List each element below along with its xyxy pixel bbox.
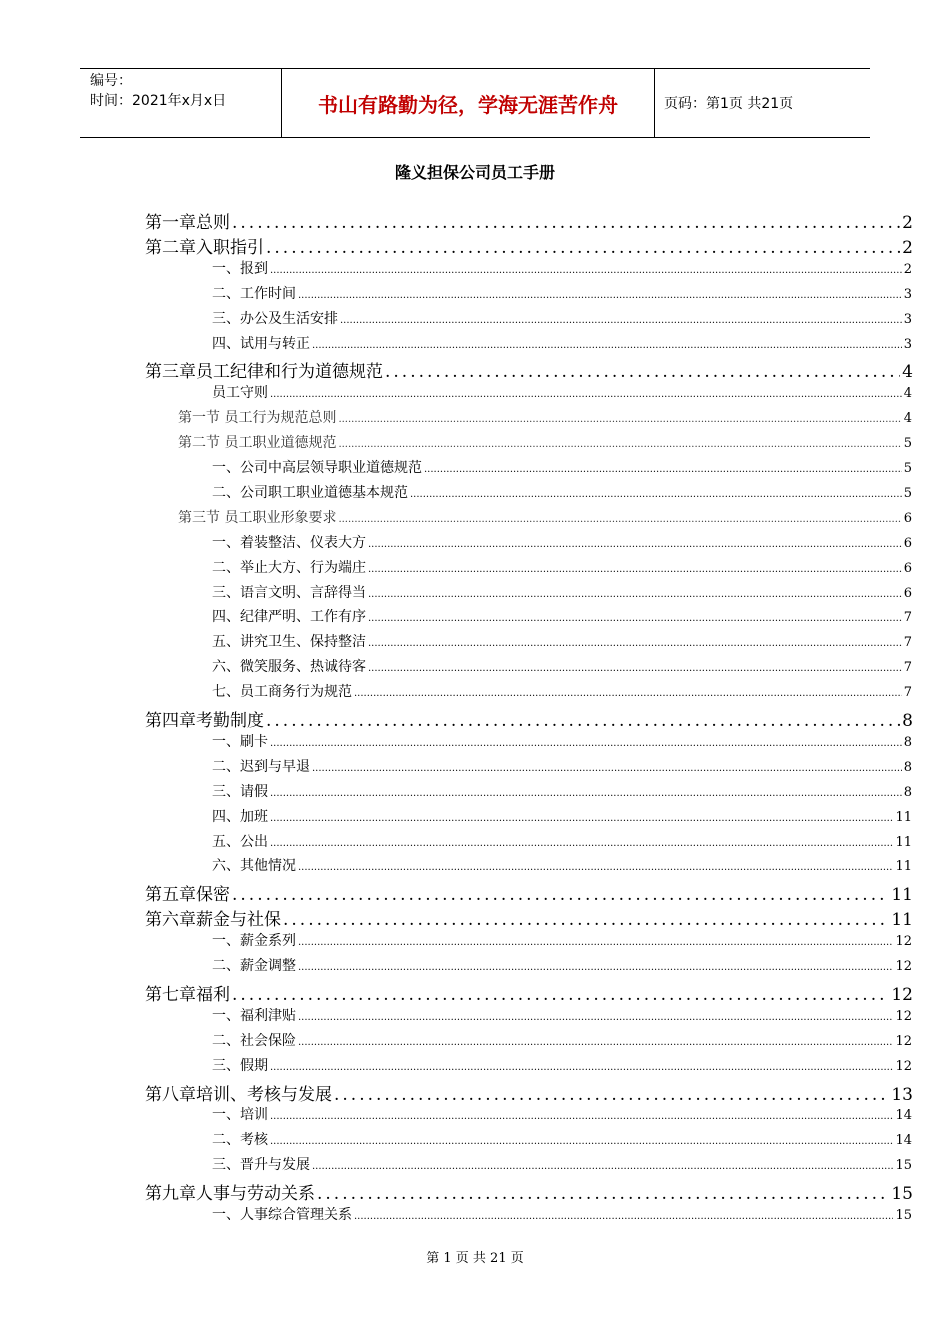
- toc-leader-dots: [368, 539, 902, 550]
- toc-page-number: 8: [903, 759, 912, 775]
- toc-page-number: 13: [891, 1084, 913, 1105]
- toc-entry[interactable]: [212, 656, 912, 681]
- toc-leader-dots: [368, 589, 902, 600]
- toc-entry-label: 培训、考核与发展: [196, 1084, 332, 1105]
- toc-leader-dots: [368, 638, 902, 649]
- toc-entry[interactable]: [145, 208, 913, 233]
- header-left-cell: [90, 71, 280, 111]
- toc-page-number: 4: [903, 411, 912, 427]
- toc-leader-dots: [368, 564, 902, 575]
- toc-page-number: 5: [903, 461, 912, 476]
- toc-leader-dots: [270, 738, 902, 749]
- toc-entry[interactable]: [212, 1055, 912, 1080]
- toc-entry-label: 三、办公及生活安排: [212, 310, 338, 327]
- toc-page-number: 12: [895, 1058, 912, 1074]
- toc-entry-label: 三、晋升与发展: [212, 1157, 310, 1174]
- toc-entry[interactable]: [212, 606, 912, 631]
- toc-entry-label: 福利: [196, 984, 230, 1005]
- toc-entry[interactable]: [212, 731, 912, 756]
- toc-page-number: 11: [891, 910, 913, 931]
- toc-chapter-number: 第二章: [145, 237, 196, 258]
- toc-page-number: 8: [903, 784, 912, 800]
- toc-leader-dots: [298, 962, 893, 973]
- toc-entry[interactable]: [212, 930, 912, 955]
- toc-page-number: 7: [903, 660, 912, 676]
- toc-entry-label: 五、公出: [212, 833, 268, 850]
- toc-page-number: 11: [895, 859, 912, 875]
- toc-entry[interactable]: [212, 955, 912, 980]
- toc-entry-label: 二、薪金调整: [212, 958, 296, 974]
- toc-entry[interactable]: [145, 1080, 913, 1105]
- toc-leader-dots: [340, 315, 902, 326]
- toc-entry[interactable]: [212, 855, 912, 880]
- toc-entry-label: 保密: [196, 885, 230, 906]
- toc-leader-dots: [266, 238, 900, 258]
- toc-entry[interactable]: [212, 582, 912, 607]
- toc-page-number: 12: [895, 934, 912, 950]
- toc-entry[interactable]: [212, 1005, 912, 1030]
- time-label: 时间：2021年x月x日: [90, 93, 227, 109]
- toc-page-number: 7: [903, 635, 912, 651]
- toc-entry-label: 一、薪金系列: [212, 933, 296, 950]
- toc-page-number: 2: [902, 213, 913, 233]
- page-footer: 第 1 页 共 21 页: [426, 1251, 524, 1266]
- toc-entry-label: 三、语言文明、言辞得当: [212, 584, 366, 601]
- toc-entry[interactable]: [212, 482, 912, 507]
- toc-entry-label: 第三节 员工职业形象要求: [178, 509, 337, 526]
- toc-entry-label: 一、培训: [212, 1107, 268, 1124]
- toc-entry-label: 六、其他情况: [212, 858, 296, 875]
- toc-leader-dots: [368, 613, 902, 624]
- toc-entry[interactable]: [212, 806, 912, 831]
- toc-chapter-number: 第五章: [145, 885, 196, 906]
- toc-entry-label: 员工守则: [212, 385, 268, 402]
- toc-chapter-number: 第八章: [145, 1084, 196, 1105]
- toc-entry-label: 人事与劳动关系: [196, 1184, 315, 1205]
- toc-chapter-number: 第四章: [145, 711, 196, 731]
- toc-page-number: 11: [895, 809, 912, 825]
- toc-entry[interactable]: [212, 457, 912, 482]
- toc-page-number: 6: [903, 560, 912, 576]
- toc-page-number: 4: [903, 386, 912, 402]
- toc-leader-dots: [312, 340, 902, 351]
- toc-entry[interactable]: [212, 308, 912, 333]
- toc-leader-dots: [266, 711, 900, 731]
- toc-entry-label: 薪金与社保: [196, 910, 281, 931]
- toc-leader-dots: [270, 813, 893, 824]
- toc-entry-label: 二、工作时间: [212, 285, 296, 302]
- toc-leader-dots: [232, 985, 889, 1005]
- toc-leader-dots: [354, 1211, 893, 1222]
- toc-entry-label: 一、公司中高层领导职业道德规范: [212, 460, 422, 476]
- toc-page-number: 12: [895, 1008, 912, 1024]
- toc-entry[interactable]: [212, 756, 912, 781]
- toc-entry-label: 总则: [196, 213, 230, 233]
- toc-page-number: 11: [891, 885, 913, 906]
- toc-entry-label: 二、公司职工职业道德基本规范: [212, 484, 408, 501]
- toc-page-number: 11: [895, 834, 912, 850]
- toc-entry-label: 入职指引: [196, 237, 264, 258]
- toc-entry-label: 一、刷卡: [212, 733, 268, 750]
- toc-entry[interactable]: [145, 233, 913, 258]
- toc-entry-label: 一、报到: [212, 260, 268, 277]
- toc-entry[interactable]: [178, 432, 912, 457]
- toc-leader-dots: [270, 838, 893, 849]
- toc-entry[interactable]: [145, 706, 913, 731]
- toc-page-number: 3: [903, 286, 912, 302]
- toc-chapter-number: 第三章: [145, 362, 196, 383]
- toc-entry-label: 四、试用与转正: [212, 335, 310, 352]
- toc-entry[interactable]: [212, 1204, 912, 1229]
- toc-leader-dots: [232, 213, 900, 233]
- toc-leader-dots: [312, 1161, 893, 1172]
- toc-leader-dots: [298, 290, 902, 301]
- toc-entry-label: 四、纪律严明、工作有序: [212, 609, 366, 626]
- toc-chapter-number: 第一章: [145, 213, 196, 233]
- toc-entry[interactable]: [212, 1104, 912, 1129]
- toc-chapter-number: 第九章: [145, 1184, 196, 1205]
- toc-leader-dots: [317, 1184, 889, 1204]
- toc-entry-label: 第二节 员工职业道德规范: [178, 435, 337, 452]
- toc-page-number: 14: [895, 1133, 912, 1149]
- toc-entry-label: 员工纪律和行为道德规范: [196, 362, 383, 383]
- toc-entry[interactable]: [145, 1179, 913, 1204]
- toc-entry[interactable]: [212, 681, 912, 706]
- toc-leader-dots: [385, 362, 900, 382]
- toc-page-number: 12: [895, 959, 912, 974]
- toc-entry-label: 二、考核: [212, 1132, 268, 1149]
- toc-leader-dots: [270, 265, 902, 276]
- toc-leader-dots: [298, 1012, 893, 1023]
- toc-page-number: 5: [903, 485, 912, 501]
- toc-entry[interactable]: [212, 1154, 912, 1179]
- toc-page-number: 7: [903, 610, 912, 626]
- toc-page-number: 15: [891, 1184, 913, 1205]
- toc-entry-label: 二、举止大方、行为端庄: [212, 559, 366, 576]
- toc-entry[interactable]: [145, 880, 913, 905]
- toc-entry-label: 一、着装整洁、仪表大方: [212, 534, 366, 551]
- toc-entry[interactable]: [212, 631, 912, 656]
- toc-entry[interactable]: [178, 407, 912, 432]
- toc-leader-dots: [298, 937, 893, 948]
- toc-entry[interactable]: [212, 382, 912, 407]
- toc-page-number: 6: [903, 585, 912, 601]
- toc-page-number: 3: [903, 311, 912, 327]
- toc-entry[interactable]: [212, 283, 912, 308]
- toc-leader-dots: [338, 439, 901, 450]
- toc-entry[interactable]: [212, 258, 912, 283]
- toc-page-number: 8: [903, 734, 912, 750]
- toc-leader-dots: [298, 1037, 893, 1048]
- toc-page-number: 8: [902, 711, 913, 731]
- toc-page-number: 15: [895, 1158, 912, 1174]
- toc-leader-dots: [334, 1085, 889, 1105]
- toc-page-number: 7: [903, 685, 912, 701]
- toc-leader-dots: [283, 910, 889, 930]
- toc-leader-dots: [338, 414, 901, 425]
- header-motto: 书山有路勤为径，学海无涯苦作舟: [318, 92, 618, 117]
- toc-entry-label: 第一节 员工行为规范总则: [178, 410, 337, 427]
- toc-entry[interactable]: [212, 557, 912, 582]
- toc-leader-dots: [338, 514, 901, 525]
- toc-page-number: 12: [891, 984, 913, 1005]
- toc-entry[interactable]: [212, 532, 912, 557]
- toc-leader-dots: [270, 1111, 893, 1122]
- toc-chapter-number: 第六章: [145, 910, 196, 931]
- header-page-info: 页码：第1页 共21页: [664, 96, 794, 112]
- toc-entry-label: 一、人事综合管理关系: [212, 1207, 352, 1223]
- toc-page-number: 4: [902, 362, 913, 383]
- toc-entry-label: 三、请假: [212, 783, 268, 800]
- toc-page-number: 6: [903, 535, 912, 551]
- toc-leader-dots: [270, 389, 902, 400]
- toc-leader-dots: [410, 489, 902, 500]
- toc-leader-dots: [270, 788, 902, 799]
- toc-entry[interactable]: [145, 980, 913, 1005]
- toc-page-number: 5: [903, 436, 912, 452]
- toc-entry-label: 一、福利津贴: [212, 1007, 296, 1024]
- header-table: [80, 68, 870, 138]
- toc-page-number: 14: [895, 1108, 912, 1124]
- number-label: 编号：: [90, 73, 132, 89]
- toc-page-number: 6: [903, 510, 912, 526]
- toc-page-number: 2: [902, 237, 913, 258]
- toc-leader-dots: [270, 1062, 893, 1073]
- document-title: 隆义担保公司员工手册: [394, 163, 555, 182]
- toc-entry-label: 四、加班: [212, 808, 268, 825]
- toc-entry-label: 二、迟到与早退: [212, 758, 310, 775]
- toc-page-number: 12: [895, 1033, 912, 1049]
- toc-page-number: 15: [895, 1208, 912, 1223]
- toc-page-number: 2: [903, 261, 912, 277]
- toc-entry[interactable]: [212, 333, 912, 358]
- header-divider: [654, 69, 655, 137]
- toc-entry-label: 五、讲究卫生、保持整洁: [212, 634, 366, 651]
- toc-leader-dots: [232, 885, 889, 905]
- toc-entry[interactable]: [212, 831, 912, 856]
- toc-entry-label: 七、员工商务行为规范: [212, 684, 352, 701]
- toc-entry[interactable]: [212, 1129, 912, 1154]
- toc-entry-label: 三、假期: [212, 1057, 268, 1074]
- toc-leader-dots: [270, 1136, 893, 1147]
- toc-entry-label: 考勤制度: [196, 711, 264, 731]
- toc-leader-dots: [298, 862, 893, 873]
- toc-leader-dots: [424, 464, 902, 475]
- toc-leader-dots: [354, 688, 902, 699]
- toc-entry-label: 二、社会保险: [212, 1032, 296, 1049]
- toc-entry[interactable]: [145, 357, 913, 382]
- toc-entry[interactable]: [145, 905, 913, 930]
- toc-entry[interactable]: [212, 1030, 912, 1055]
- toc-entry-label: 六、微笑服务、热诚待客: [212, 659, 366, 676]
- toc-leader-dots: [312, 763, 902, 774]
- toc-entry[interactable]: [178, 507, 912, 532]
- toc-entry[interactable]: [212, 781, 912, 806]
- toc-page-number: 3: [903, 336, 912, 352]
- toc-leader-dots: [368, 663, 902, 674]
- toc-chapter-number: 第七章: [145, 984, 196, 1005]
